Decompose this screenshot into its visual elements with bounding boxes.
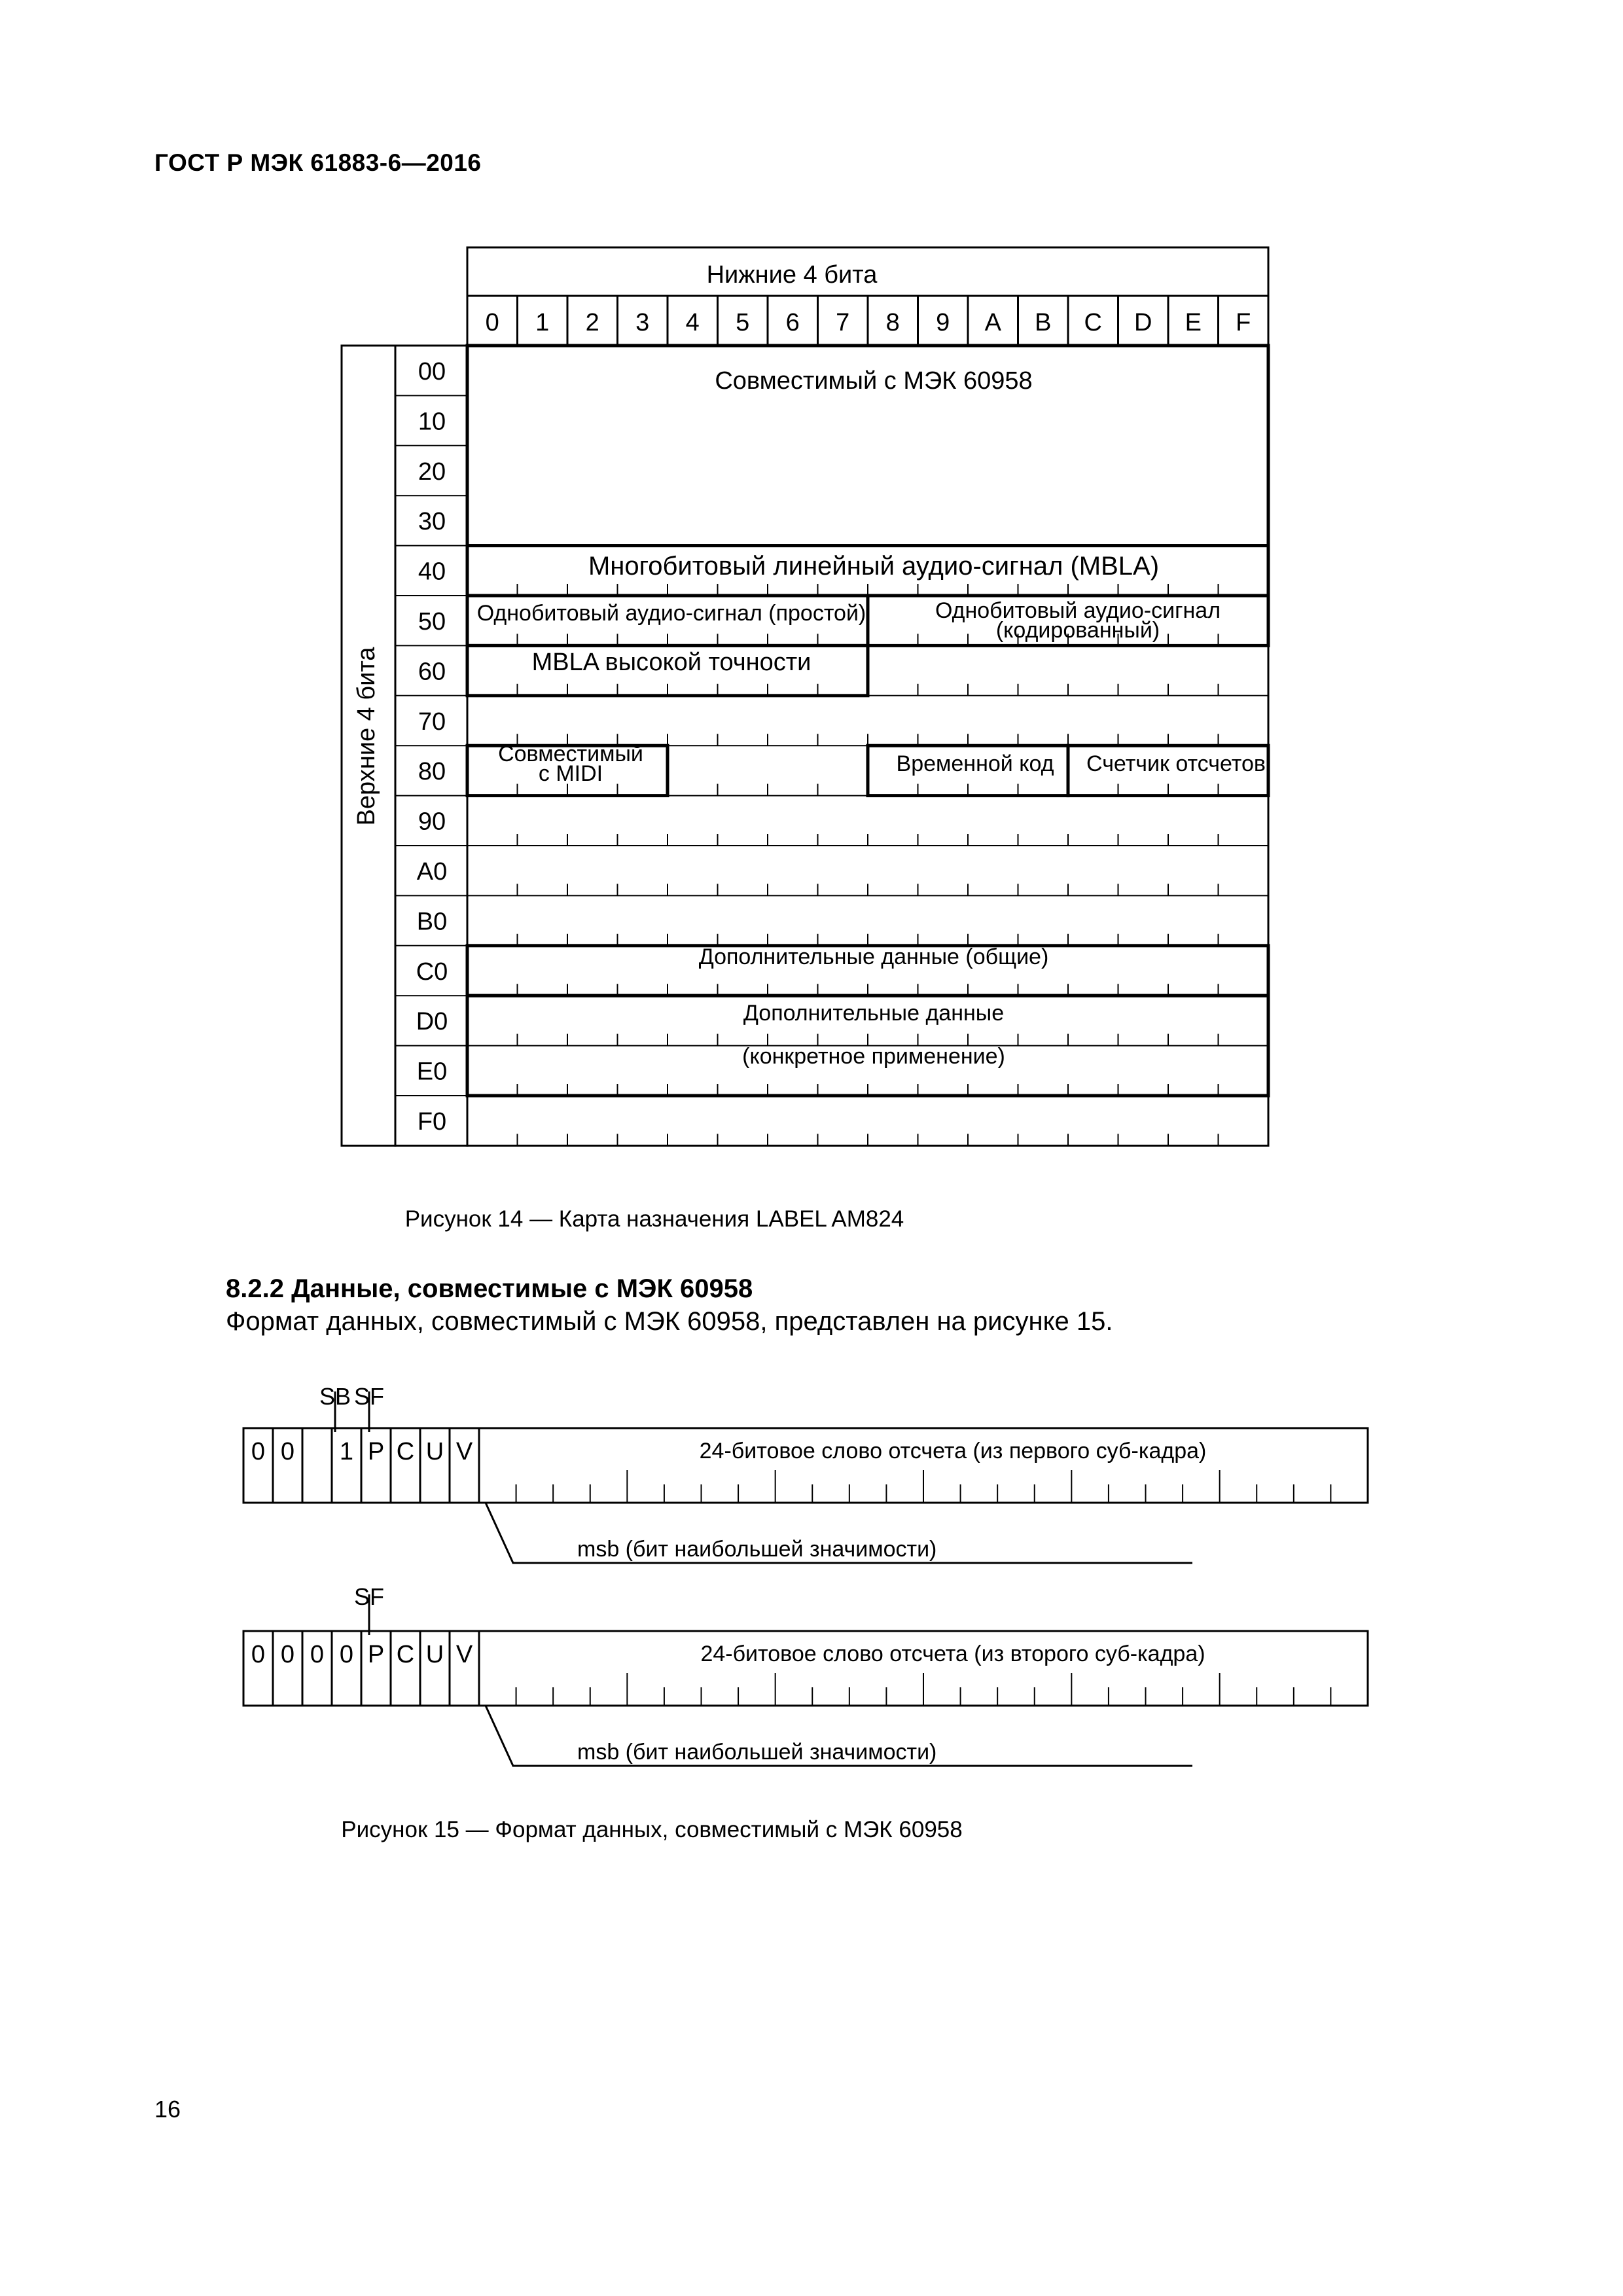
row-label: 20 xyxy=(418,457,446,486)
row-label: 90 xyxy=(418,808,446,836)
bit-label: 0 xyxy=(251,1641,266,1668)
bit-label: V xyxy=(455,1438,473,1465)
column-label: 6 xyxy=(785,309,800,336)
figure-15-caption: Рисунок 15 — Формат данных, совместимый с МЭК 60958 xyxy=(341,1817,963,1842)
bit-label: U xyxy=(425,1438,444,1465)
column-label: 1 xyxy=(535,309,550,336)
region-midi-label-1: Совместимый xyxy=(498,742,643,766)
row-label: A0 xyxy=(416,858,448,886)
region-ancillary-app-label-2: (конкретное применение) xyxy=(742,1044,1005,1069)
column-label: C xyxy=(1084,309,1102,336)
row-label: 70 xyxy=(418,708,446,736)
column-label: 2 xyxy=(585,309,599,336)
sf-label-top: SF xyxy=(353,1383,385,1410)
word-label-top: 24-битовое слово отсчета (из первого суб-кадра) xyxy=(699,1439,1207,1463)
bit-label: 0 xyxy=(310,1641,325,1668)
column-label: 4 xyxy=(685,309,700,336)
sb-label: SB xyxy=(319,1383,351,1410)
region-hires-mbla-label: MBLA высокой точности xyxy=(531,649,812,676)
region-mbla-label: Многобитовый линейный аудио-сигнал (MBLA) xyxy=(588,552,1160,581)
region-ancillary-app-label-1: Дополнительные данные xyxy=(743,1001,1005,1026)
bit-label: 1 xyxy=(339,1438,354,1465)
bit-label: P xyxy=(367,1641,385,1668)
column-label: 3 xyxy=(635,309,650,336)
column-label: E xyxy=(1185,309,1202,336)
bit-label: 0 xyxy=(280,1438,295,1465)
region-timecode-label: Временной код xyxy=(896,751,1054,776)
section-text: Формат данных, совместимый с МЭК 60958, представлен на рисунке 15. xyxy=(226,1307,1113,1336)
region-ancillary-general-label: Дополнительные данные (общие) xyxy=(698,944,1049,969)
region-onebit-coded-label-2: (кодированный) xyxy=(995,618,1160,643)
figure-14-caption: Рисунок 14 — Карта назначения LABEL AM824 xyxy=(404,1206,904,1232)
region-onebit-simple-label: Однобитовый аудио-сигнал (простой) xyxy=(476,601,866,626)
bit-label: 0 xyxy=(280,1641,295,1668)
msb-label-top: msb (бит наибольшей значимости) xyxy=(577,1537,937,1562)
column-label: 0 xyxy=(485,309,499,336)
row-label: 00 xyxy=(418,358,446,386)
bit-label: C xyxy=(396,1641,415,1668)
word-label-bottom: 24-битовое слово отсчета (из второго суб-кадра) xyxy=(700,1641,1205,1666)
column-label: 5 xyxy=(736,309,750,336)
column-label: D xyxy=(1134,309,1152,336)
bit-label: 0 xyxy=(339,1641,354,1668)
bit-label: 0 xyxy=(251,1438,266,1465)
row-label: 40 xyxy=(418,558,446,586)
document-header: ГОСТ Р МЭК 61883-6—2016 xyxy=(154,149,482,176)
row-label: F0 xyxy=(417,1108,447,1136)
region-midi-label-2: с MIDI xyxy=(538,761,603,786)
high-bits-title: Верхние 4 бита xyxy=(353,647,380,826)
bit-label: V xyxy=(455,1641,473,1668)
bit-label: U xyxy=(425,1641,444,1668)
msb-label-bottom: msb (бит наибольшей значимости) xyxy=(577,1740,937,1765)
bit-label: P xyxy=(367,1438,385,1465)
row-label: 10 xyxy=(418,408,446,436)
column-label: 8 xyxy=(885,309,900,336)
region-onebit-coded-label-1: Однобитовый аудио-сигнал xyxy=(935,598,1221,623)
row-label: 50 xyxy=(418,608,446,636)
column-label: A xyxy=(984,309,1001,336)
region-sample-count-label: Счетчик отсчетов xyxy=(1086,751,1266,776)
row-label: D0 xyxy=(416,1008,448,1036)
section-title: 8.2.2 Данные, совместимые с МЭК 60958 xyxy=(226,1274,753,1303)
row-label: C0 xyxy=(416,958,448,986)
column-label: F xyxy=(1236,309,1251,336)
bit-label: C xyxy=(396,1438,415,1465)
column-label: 9 xyxy=(936,309,950,336)
row-label: 80 xyxy=(418,758,446,786)
column-label: B xyxy=(1035,309,1052,336)
region-iec60958-label: Совместимый с МЭК 60958 xyxy=(715,367,1033,395)
data-format-diagram xyxy=(0,1374,1623,1833)
row-label: 30 xyxy=(418,508,446,536)
row-label: B0 xyxy=(416,908,448,936)
row-label: 60 xyxy=(418,658,446,686)
column-label: 7 xyxy=(836,309,850,336)
sf-label-bottom: SF xyxy=(353,1583,385,1610)
page-number: 16 xyxy=(154,2096,181,2123)
low-bits-title: Нижние 4 бита xyxy=(706,261,878,289)
row-label: E0 xyxy=(416,1058,448,1086)
